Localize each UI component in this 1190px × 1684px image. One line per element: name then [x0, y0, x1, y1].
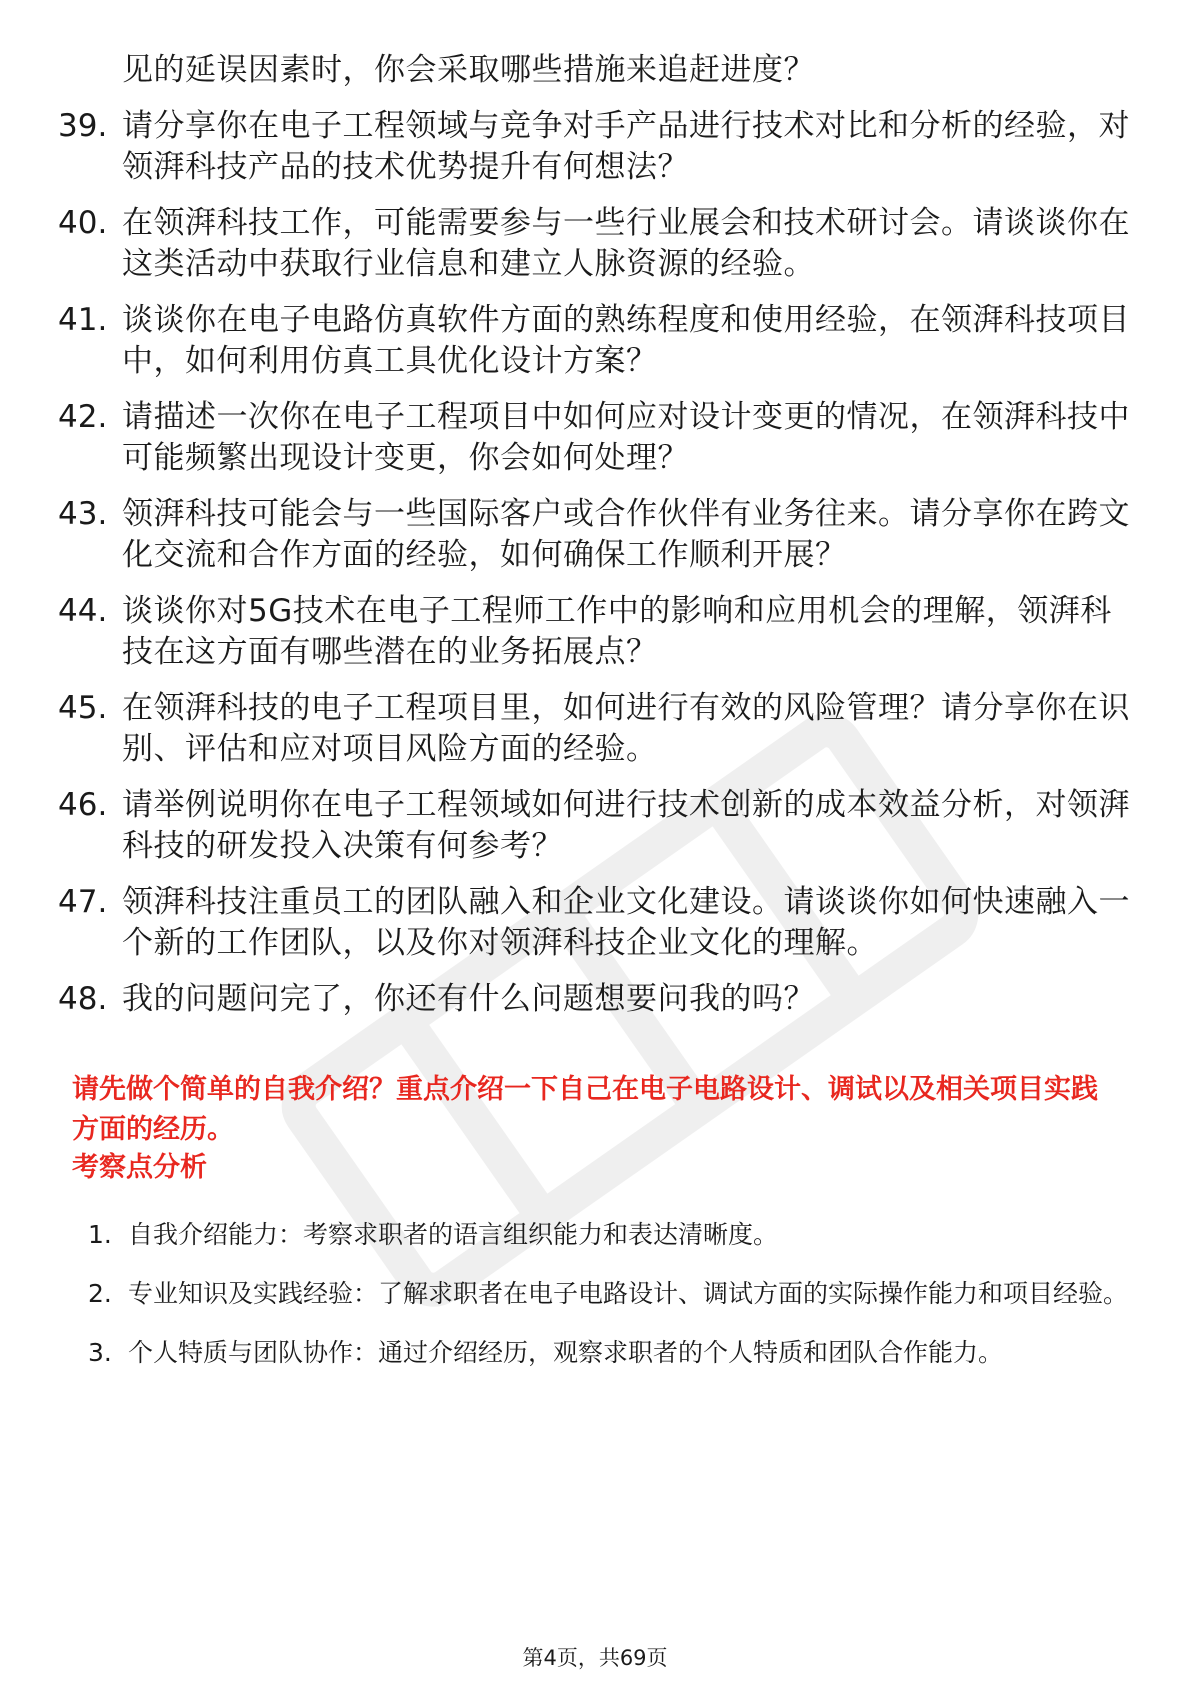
- question-text: 请分享你在电子工程领域与竞争对手产品进行技术对比和分析的经验，对领湃科技产品的技术优势提升有何想法？: [122, 108, 1130, 185]
- question-number: 46.: [58, 787, 108, 823]
- analysis-item: [88, 1205, 1128, 1264]
- question-number: 45.: [58, 690, 108, 726]
- question-item: [58, 494, 1138, 576]
- question-number: 44.: [58, 593, 108, 629]
- page-footer: 第4页，共69页: [522, 1646, 668, 1670]
- question-number: 47.: [58, 884, 108, 920]
- question-number: 42.: [58, 399, 108, 435]
- question-text: 谈谈你在电子电路仿真软件方面的熟练程度和使用经验，在领湃科技项目中，如何利用仿真工具优化设计方案？: [122, 302, 1130, 379]
- question-item: [58, 882, 1138, 964]
- question-text: 我的问题问完了，你还有什么问题想要问我的吗？: [122, 981, 815, 1017]
- question-item: [58, 397, 1138, 479]
- analysis-heading: 考察点分析: [72, 1152, 207, 1183]
- question-text: 领湃科技可能会与一些国际客户或合作伙伴有业务往来。请分享你在跨文化交流和合作方面的经验，如何确保工作顺利开展？: [122, 496, 1130, 573]
- analysis-text: 专业知识及实践经验：了解求职者在电子电路设计、调试方面的实际操作能力和项目经验。: [128, 1279, 1129, 1308]
- question-item: [58, 300, 1138, 382]
- analysis-number: 1.: [88, 1220, 112, 1249]
- question-number: 39.: [58, 108, 108, 144]
- question-list: [58, 50, 1138, 1035]
- analysis-item: [88, 1264, 1128, 1323]
- analysis-number: 2.: [88, 1279, 112, 1308]
- question-text: 在领湃科技工作，可能需要参与一些行业展会和技术研讨会。请谈谈你在这类活动中获取行业信息和建立人脉资源的经验。: [122, 205, 1130, 282]
- question-item: [58, 785, 1138, 867]
- question-item: [58, 979, 1138, 1020]
- section-title: 请先做个简单的自我介绍？重点介绍一下自己在电子电路设计、调试以及相关项目实践方面的经历。: [72, 1074, 1098, 1145]
- analysis-text: 自我介绍能力：考察求职者的语言组织能力和表达清晰度。: [128, 1220, 779, 1249]
- analysis-list: [88, 1205, 1128, 1382]
- analysis-text: 个人特质与团队协作：通过介绍经历，观察求职者的个人特质和团队合作能力。: [128, 1338, 1004, 1367]
- analysis-number: 3.: [88, 1338, 112, 1367]
- question-text: 在领湃科技的电子工程项目里，如何进行有效的风险管理？请分享你在识别、评估和应对项目风险方面的经验。: [122, 690, 1130, 767]
- question-number: 48.: [58, 981, 108, 1017]
- question-text: 领湃科技注重员工的团队融入和企业文化建设。请谈谈你如何快速融入一个新的工作团队，以及你对领湃科技企业文化的理解。: [122, 884, 1130, 961]
- question-text: 谈谈你对5G技术在电子工程师工作中的影响和应用机会的理解，领湃科技在这方面有哪些潜在的业务拓展点？: [122, 593, 1112, 670]
- analysis-item: [88, 1323, 1128, 1382]
- question-item: [58, 106, 1138, 188]
- question-number: 43.: [58, 496, 108, 532]
- question-item: [58, 591, 1138, 673]
- question-text: 请举例说明你在电子工程领域如何进行技术创新的成本效益分析，对领湃科技的研发投入决策有何参考？: [122, 787, 1130, 864]
- question-item: [58, 203, 1138, 285]
- question-text: 请描述一次你在电子工程项目中如何应对设计变更的情况，在领湃科技中可能频繁出现设计变更，你会如何处理？: [122, 399, 1130, 476]
- question-item: [58, 688, 1138, 770]
- question-continuation: 见的延误因素时，你会采取哪些措施来追赶进度？: [122, 52, 815, 88]
- question-number: 40.: [58, 205, 108, 241]
- question-number: 41.: [58, 302, 108, 338]
